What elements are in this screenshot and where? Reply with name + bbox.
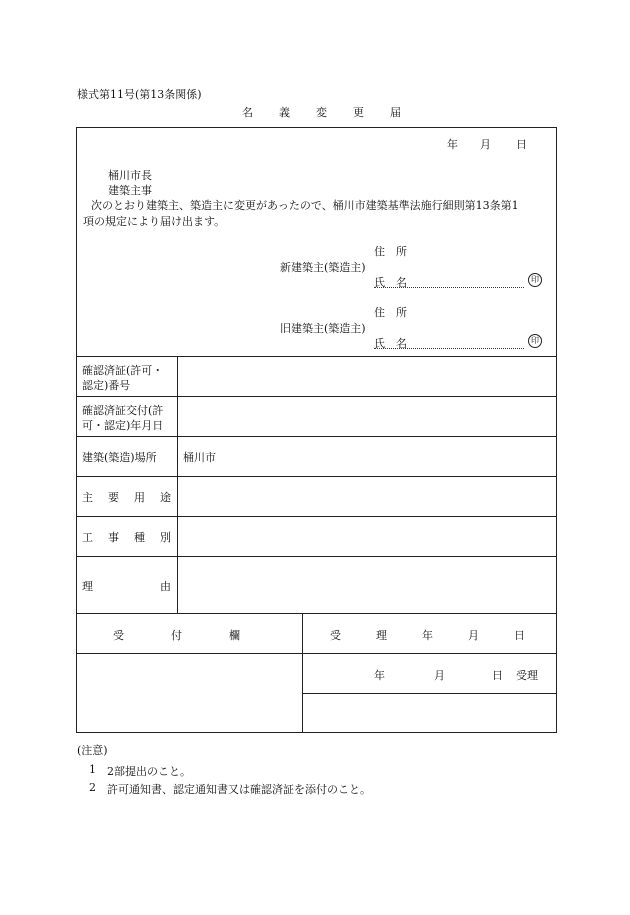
form-title (242, 104, 401, 120)
new-owner-name-line (374, 287, 524, 288)
title-char: 名 (242, 106, 253, 119)
title-char: 変 (316, 106, 327, 119)
divider (76, 653, 557, 654)
addressee-mayor: 桶川市長 (108, 169, 152, 182)
label-char: 受 (330, 629, 341, 642)
old-owner-name-label: 氏 名 (374, 337, 407, 350)
seal-mark: 印 (528, 334, 542, 348)
label-char: 由 (160, 580, 171, 593)
label-char: 理 (376, 629, 387, 642)
new-owner-address-label: 住 所 (374, 245, 407, 258)
label-char: 別 (160, 531, 171, 544)
label-char: 欄 (229, 629, 240, 642)
body-text-line1: 次のとおり建築主、築造主に変更があったので、桶川市建築基準法施行細則第13条第1 (91, 199, 519, 212)
main-use-label (82, 489, 171, 505)
divider (76, 356, 557, 357)
new-owner-label: 新建築主(築造主) (280, 261, 366, 274)
reception-field-label (113, 627, 240, 643)
label-char: 年 (422, 629, 433, 642)
new-owner-name-label: 氏 名 (374, 276, 407, 289)
label-char: 途 (160, 491, 171, 504)
submission-date (447, 136, 527, 152)
divider (76, 436, 557, 437)
receipt-year: 年 (374, 669, 385, 682)
title-char: 義 (279, 106, 290, 119)
divider (76, 556, 557, 557)
old-owner-name-line (374, 348, 524, 349)
location-label: 建築(築造)場所 (82, 451, 157, 464)
receipt-date-header (330, 627, 525, 643)
label-char: 工 (82, 531, 93, 544)
label-char: 事 (108, 531, 119, 544)
confirm-no-label-line2: 認定)番号 (82, 379, 131, 392)
label-char: 理 (82, 580, 93, 593)
receipt-month: 月 (434, 669, 445, 682)
old-owner-label: 旧建築主(築造主) (280, 322, 366, 335)
note-text: 許可通知書、認定通知書又は確認済証を添付のこと。 (107, 783, 371, 796)
label-char: 主 (82, 491, 93, 504)
divider (76, 613, 557, 614)
title-char: 更 (353, 106, 364, 119)
label-char: 月 (468, 629, 479, 642)
body-text-line2: 項の規定により届け出ます。 (83, 215, 226, 228)
divider (302, 693, 557, 694)
title-char: 届 (390, 106, 401, 119)
note-number: 1 (89, 763, 96, 776)
note-number: 2 (89, 781, 96, 794)
issue-date-label-line1: 確認済証交付(許 (82, 404, 164, 417)
label-char: 要 (108, 491, 119, 504)
confirm-no-label-line1: 確認済証(許可・ (82, 364, 164, 377)
label-column-divider (177, 356, 178, 613)
date-year: 年 (447, 138, 458, 151)
receipt-suffix: 受理 (516, 669, 538, 682)
reason-label (82, 578, 171, 594)
date-day: 日 (516, 138, 527, 151)
label-char: 付 (171, 629, 182, 642)
receipt-date-line (374, 667, 538, 683)
divider (76, 476, 557, 477)
location-value: 桶川市 (183, 451, 216, 464)
label-char: 用 (134, 491, 145, 504)
seal-mark: 印 (528, 273, 542, 287)
divider (76, 396, 557, 397)
divider (76, 516, 557, 517)
reception-divider (302, 613, 303, 733)
addressee-official: 建築主事 (108, 184, 152, 197)
old-owner-address-label: 住 所 (374, 306, 407, 319)
notes-heading: (注意) (77, 744, 108, 757)
label-char: 受 (113, 629, 124, 642)
receipt-day: 日 (492, 669, 503, 682)
form-id: 様式第11号(第13条関係) (77, 88, 202, 101)
label-char: 日 (514, 629, 525, 642)
label-char: 種 (134, 531, 145, 544)
work-type-label (82, 529, 171, 545)
note-text: 2部提出のこと。 (107, 765, 191, 778)
issue-date-label-line2: 可・認定)年月日 (82, 419, 164, 432)
date-month: 月 (480, 138, 491, 151)
